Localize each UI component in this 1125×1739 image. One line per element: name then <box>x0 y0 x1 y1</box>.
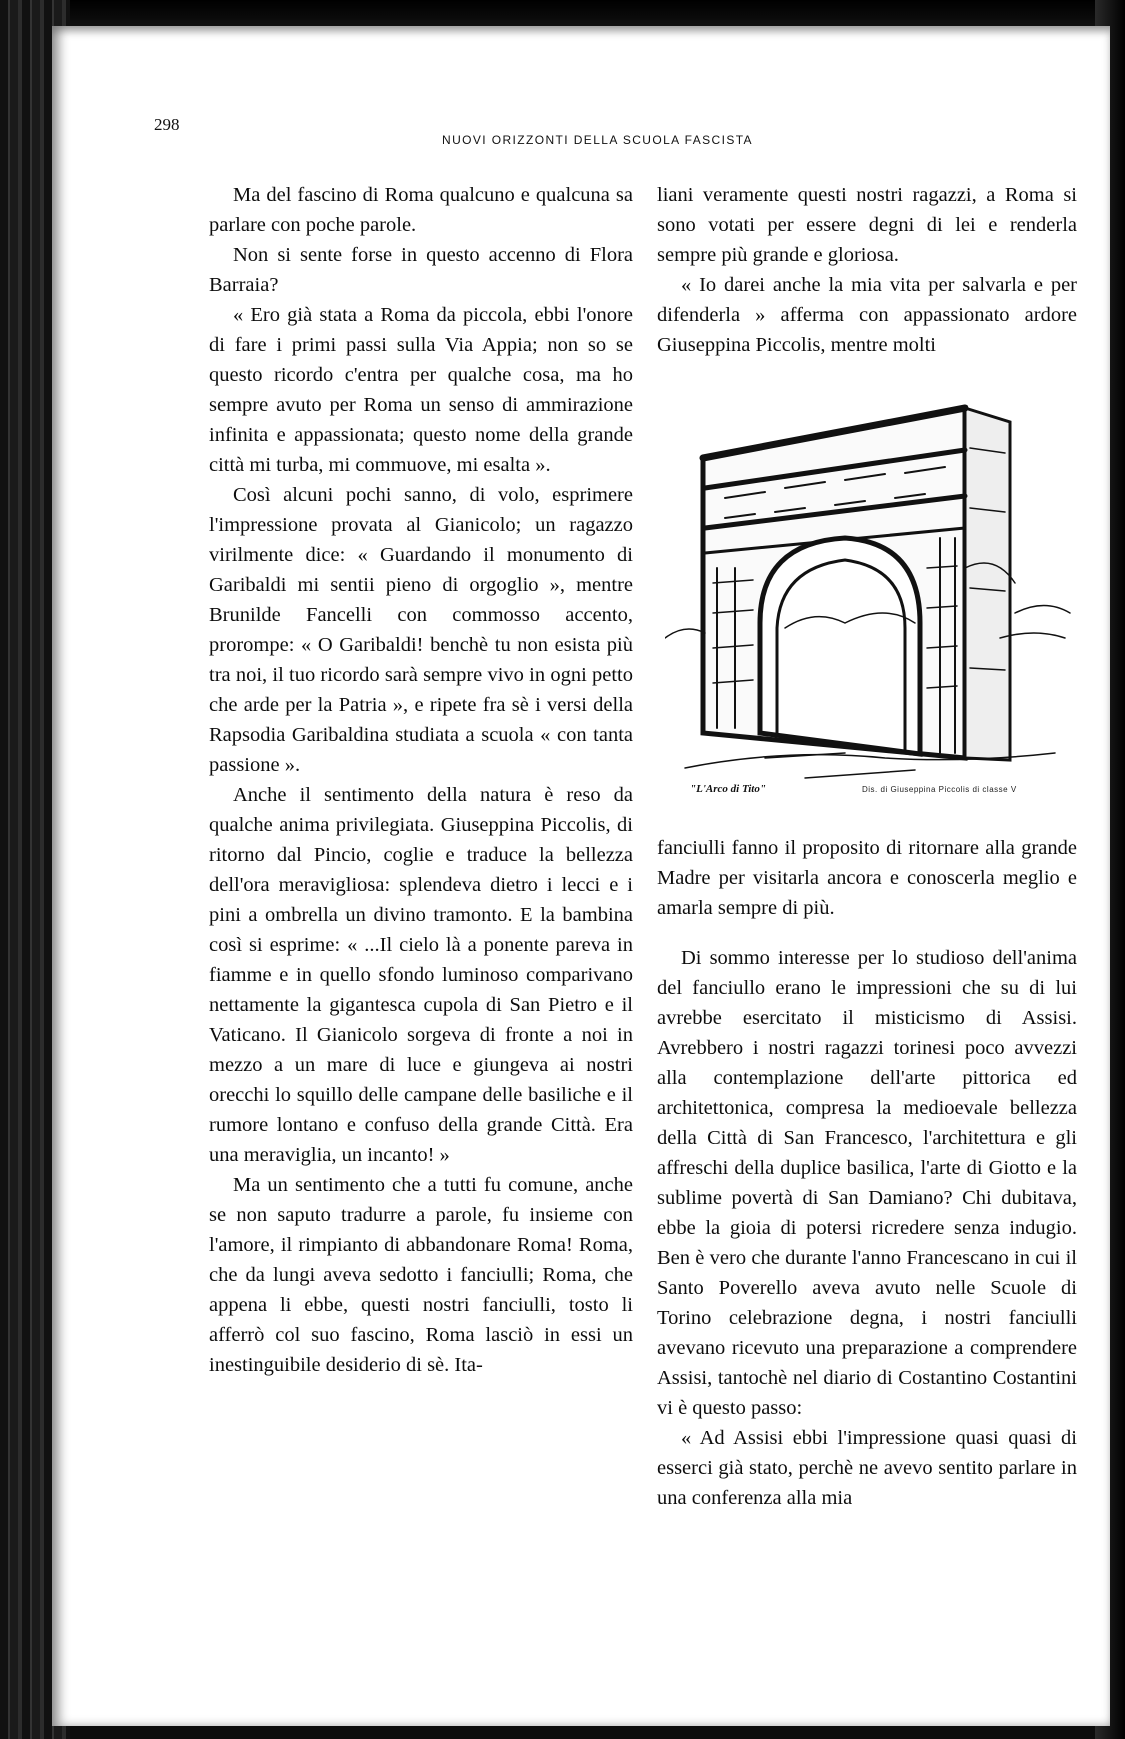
paragraph: Anche il sentimento della natura è reso da qualche anima privilegiata. Giuseppina Piccolis, di ritorno dal Pincio, coglie e traduce la bellezza dell'ora meravigliosa: splendeva dietro i lecci e i pini a ombrella un divino tramonto. E la bambina così si esprime: « ...Il cielo là a ponente pareva in fiamme e in quello sfondo luminoso comparivano nettamente la gigantesca cupola di San Pietro e il Vaticano. Il Gianicolo sorgeva di fronte a noi in mezzo a un mare di luce e giungeva ai nostri orecchi lo squillo delle campane delle basiliche e il rumore lontano e confuso della grande Città. Era una meraviglia, un incanto! » <box>209 784 633 1166</box>
right-text-column-bottom <box>657 833 1077 1513</box>
paragraph: « Ero già stata a Roma da piccola, ebbi l'onore di fare i primi passi sulla Via Appia; non so se questo ricordo c'entra per qualche cosa, ma ho sempre avuto per Roma un senso di ammirazione infinita e appassionata; questo nome della grande città mi turba, mi commuove, mi esalta ». <box>209 304 633 476</box>
paragraph: Non si sente forse in questo accenno di Flora Barraia? <box>209 244 633 296</box>
paragraph: Così alcuni pochi sanno, di volo, esprimere l'impressione provata al Gianicolo; un ragazzo virilmente dice: « Guardando il monumento di Garibaldi mi sentii pieno di orgoglio », mentre Brunilde Fancelli con commosso accento, prorompe: « O Garibaldi! benchè tu non esista più tra noi, il tuo ricordo sarà sempre vivo in ogni petto che arde per la Patria », e ripete fra sè i versi della Rapsodia Garibaldina studiata a scuola « con tanta passione ». <box>209 484 633 776</box>
paragraph: « Ad Assisi ebbi l'impressione quasi quasi di esserci già stato, perchè ne avevo sentito parlare in una conferenza alla mia <box>657 1427 1077 1509</box>
right-text-column-top <box>657 180 1077 360</box>
arch-of-titus-drawing <box>665 388 1075 783</box>
paragraph: Ma un sentimento che a tutti fu comune, anche se non saputo tradurre a parole, fu insieme con l'amore, il rimpianto di abbandonare Roma! Roma, che da lungi aveva sedotto i fanciulli; Roma, che appena li ebbe, questi nostri fanciulli, tosto li afferrò col suo fascino, Roma lasciò in essi un inestinguibile desiderio di sè. Ita- <box>209 1174 633 1376</box>
illustration-credit: Dis. di Giuseppina Piccolis di classe V <box>862 785 1017 794</box>
left-text-column <box>209 180 633 1380</box>
paragraph: Ma del fascino di Roma qualcuno e qualcuna sa parlare con poche parole. <box>209 184 633 236</box>
paragraph: Di sommo interesse per lo studioso dell'anima del fanciullo erano le impressioni che su di lui avrebbe esercitato il misticismo di Assisi. Avrebbero i nostri ragazzi torinesi poco avvezzi alla contemplazione dell'arte pittorica ed architettonica, compresa la medioevale bellezza della Città di San Francesco, l'architettura e gli affreschi della duplice basilica, l'arte di Giotto e la sublime povertà di San Damiano? Chi dubitava, ebbe la gioia di potersi ricredere senza indugio. Ben è vero che durante l'anno Francescano in cui il Santo Poverello aveva avuto nelle Scuole di Torino celebrazione degna, i nostri fanciulli avevano ricevuto una preparazione a comprendere Assisi, tantochè nel diario di Costantino Costantini vi è questo passo: <box>657 947 1077 1419</box>
running-head: NUOVI ORIZZONTI DELLA SCUOLA FASCISTA <box>442 133 753 147</box>
paragraph: fanciulli fanno il proposito di ritornare alla grande Madre per visitarla ancora e conoscerla meglio e amarla sempre di più. <box>657 837 1077 919</box>
paragraph: liani veramente questi nostri ragazzi, a Roma si sono votati per essere degni di lei e renderla sempre più grande e gloriosa. <box>657 184 1077 266</box>
illustration-caption: "L'Arco di Tito" <box>690 783 766 795</box>
paragraph: « Io darei anche la mia vita per salvarla e per difenderla » afferma con appassionato ardore Giuseppina Piccolis, mentre molti <box>657 274 1077 356</box>
page-number: 298 <box>154 115 180 134</box>
